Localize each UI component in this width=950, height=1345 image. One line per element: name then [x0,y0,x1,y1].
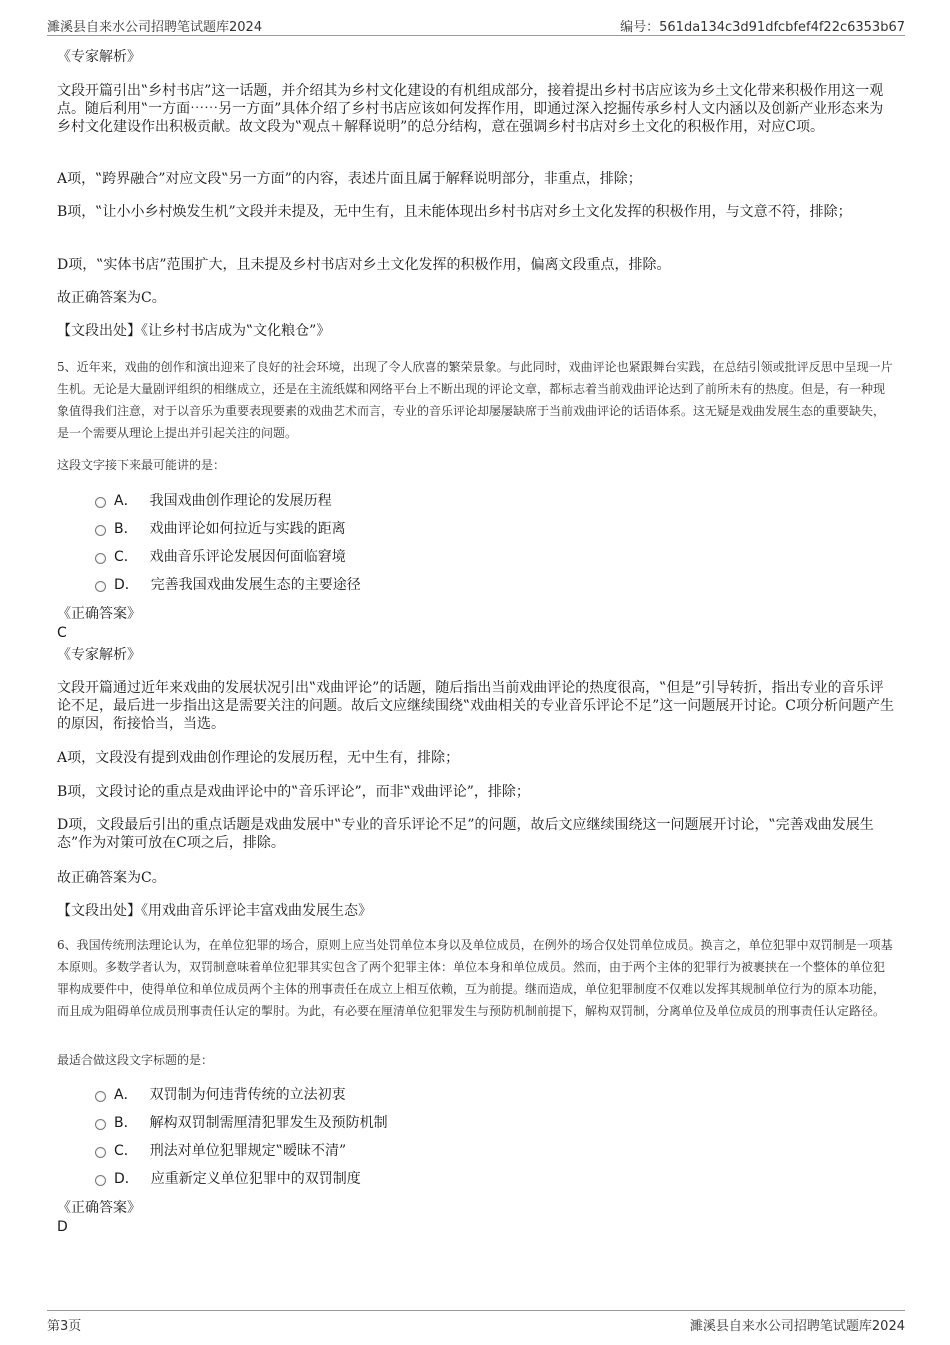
q6-option-c[interactable] [95,1141,346,1161]
q5-note-b: B项，文段讨论的重点是戏曲评论中的‟音乐评论”，而非‟戏曲评论”，排除； [57,784,530,800]
page-footer [47,1310,905,1335]
footer-title: 濉溪县自来水公司招聘笔试题库2024 [689,1319,905,1334]
radio-icon[interactable] [95,497,106,508]
q5-answer: C [57,625,67,641]
option-text: 应重新定义单位犯罪中的双罚制度 [150,1171,361,1187]
radio-icon[interactable] [95,581,106,592]
option-letter: B． [114,521,138,537]
radio-icon[interactable] [95,553,106,564]
option-text: 完善我国戏曲发展生态的主要途径 [150,577,361,593]
radio-icon[interactable] [95,1119,106,1130]
option-letter: D． [114,577,139,593]
q5-passage: 5、近年来，戏曲的创作和演出迎来了良好的社会环境，出现了令人欣喜的繁荣景象。与此同时，戏曲评论也紧跟舞台实践，在总结引领或批评反思中呈现一片生机。无论是大量剧评组织的相继成立，还是在主流纸媒和网络平台上不断出现的评论文章，都标志着当前戏曲评论达到了前所未有的热度。但是，有一种现象值得我们注意，对于以音乐为重要表现要素的戏曲艺术而言，专业的音乐评论却屡屡缺席于当前戏曲评论的话语体系。这无疑是戏曲发展生态的重要缺失，是一个需要从理论上提出并引起关注的问题。 [57,360,893,440]
q5-conclusion: 故正确答案为C。 [57,870,166,886]
radio-icon[interactable] [95,525,106,536]
q6-option-b[interactable] [95,1113,388,1133]
q6-question: 最适合做这段文字标题的是： [57,1053,214,1067]
header-title: 濉溪县自来水公司招聘笔试题库2024 [47,20,263,35]
header-code [620,16,905,35]
q5-option-b[interactable] [95,519,346,539]
q4-note-d: D项，‟实体书店”范围扩大，且未提及乡村书店对乡土文化发挥的积极作用，偏离文段重点，排除。 [57,257,671,273]
option-text: 解构双罚制需厘清犯罪发生及预防机制 [149,1115,388,1131]
option-letter: D． [114,1171,139,1187]
q5-option-a[interactable] [95,491,332,511]
option-letter: A． [114,493,138,509]
option-text: 戏曲音乐评论发展因何面临窘境 [149,549,346,565]
q5-option-c[interactable] [95,547,346,567]
q5-analysis-text: 文段开篇通过近年来戏曲的发展状况引出‟戏曲评论”的话题，随后指出当前戏曲评论的热度很高，‟但是”引导转折，指出专业的音乐评论不足，最后进一步指出这是需要关注的问题。故后文应继续围绕‟戏曲相关的专业音乐评论不足”这一问题展开讨论。C项分析问题产生的原因，衔接恰当，当选。 [57,680,895,732]
option-letter: C． [114,1143,138,1159]
q6-answer: D [57,1219,68,1235]
q6-passage: 6、我国传统刑法理论认为，在单位犯罪的场合，原则上应当处罚单位本身以及单位成员，在例外的场合仅处罚单位成员。换言之，单位犯罪中双罚制是一项基本原则。多数学者认为，双罚制意味着单位犯罪其实包含了两个犯罪主体：单位本身和单位成员。然而，由于两个主体的犯罪行为被裹挟在一个整体的单位犯罪构成要件中，使得单位和单位成员两个主体的刑事责任在成立上相互依赖，互为前提。继而造成，单位犯罪制度不仅难以发挥其规制单位行为的原本功能，而且成为阻碍单位成员刑事责任认定的掣肘。为此，有必要在厘清单位犯罪发生与预防机制前提下，解构双罚制，分离单位及单位成员的刑事责任认定路径。 [57,938,893,1018]
q5-analysis-label: 《专家解析》 [57,647,141,663]
option-letter: B． [114,1115,138,1131]
q5-option-d[interactable] [95,575,361,595]
header-code-value: 561da134c3d91dfcbfef4f22c6353b67 [659,20,905,35]
option-text: 刑法对单位犯罪规定‟暧昧不清” [149,1143,347,1159]
radio-icon[interactable] [95,1175,106,1186]
radio-icon[interactable] [95,1091,106,1102]
q5-answer-label: 《正确答案》 [57,606,141,622]
radio-icon[interactable] [95,1147,106,1158]
option-text: 戏曲评论如何拉近与实践的距离 [149,521,346,537]
option-text: 双罚制为何违背传统的立法初衷 [149,1087,346,1103]
q5-note-d: D项，文段最后引出的重点话题是戏曲发展中‟专业的音乐评论不足”的问题，故后文应继续围绕这一问题展开讨论，‟完善戏曲发展生态”作为对策可放在C项之后，排除。 [57,817,874,851]
q6-answer-label: 《正确答案》 [57,1200,141,1216]
q4-source: 【文段出处】《让乡村书店成为‟文化粮仓”》 [57,323,331,339]
footer-page-number: 第3页 [47,1319,82,1334]
q5-source: 【文段出处】《用戏曲音乐评论丰富戏曲发展生态》 [57,903,372,919]
q4-conclusion: 故正确答案为C。 [57,290,166,306]
page-header [47,13,905,36]
q5-note-a: A项，文段没有提到戏曲创作理论的发展历程，无中生有，排除； [57,750,460,766]
q6-option-a[interactable] [95,1085,346,1105]
q6-option-d[interactable] [95,1169,361,1189]
q4-note-b: B项，‟让小小乡村焕发生机”文段并未提及，无中生有，且未能体现出乡村书店对乡土文化发挥的积极作用，与文意不符，排除； [57,204,852,220]
q4-analysis-text: 文段开篇引出‟乡村书店”这一话题，并介绍其为乡村文化建设的有机组成部分，接着提出乡村书店应该为乡土文化带来积极作用这一观点。随后利用‟一方面⋯⋯另一方面”具体介绍了乡村书店应该如何发挥作用，即通过深入挖掘传承乡村人文内涵以及创新产业形态来为乡村文化建设作出积极贡献。故文段为‟观点＋解释说明”的总分结构，意在强调乡村书店对乡土文化的积极作用，对应C项。 [57,83,884,135]
header-code-label: 编号： [620,20,660,35]
option-letter: A． [114,1087,138,1103]
option-letter: C． [114,549,138,565]
q4-note-a: A项，‟跨界融合”对应文段‟另一方面”的内容，表述片面且属于解释说明部分，非重点，排除； [57,171,642,187]
q4-analysis-label: 《专家解析》 [57,49,141,65]
option-text: 我国戏曲创作理论的发展历程 [149,493,332,509]
q5-question: 这段文字接下来最可能讲的是： [57,458,226,472]
